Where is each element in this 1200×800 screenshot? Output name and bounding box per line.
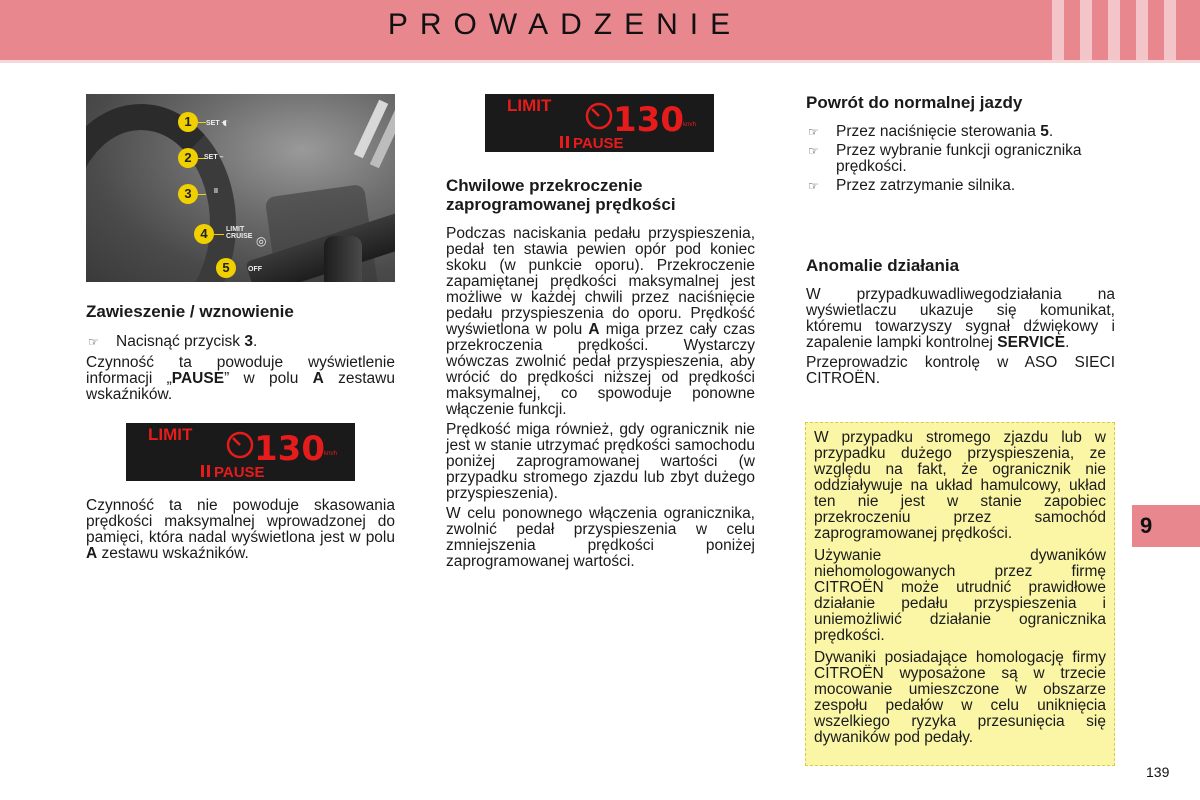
section-overspeed [446, 176, 755, 574]
speedometer-icon: ◎ [256, 234, 267, 248]
paragraph: W celu ponownego włączenia ogranicznika, zwolnić pedał przyspieszenia w celu zmniejszenia prędkości poniżej zaprogramowanej wartości. [446, 505, 755, 570]
paragraph-bold: A [588, 321, 600, 338]
section-normal-driving [806, 93, 1115, 197]
paragraph: Przeprowadzic kontrolę w ASO SIECI CITROËN. [806, 354, 1115, 387]
lcd-pause-bar [560, 136, 563, 148]
speed-limit-display [485, 94, 714, 152]
paragraph-text: Czynność ta powoduje wyświetlenie informacji „ [86, 354, 395, 387]
list-item-text: Nacisnąć przycisk [116, 333, 245, 350]
paragraph [86, 355, 395, 403]
list-item-text: Przez zatrzymanie silnika. [836, 177, 1016, 194]
pointer-hand-icon: ☞ [808, 125, 819, 139]
lcd-speedometer-needle [233, 438, 240, 445]
steering-controls-photo [86, 94, 395, 282]
off-label: OFF [248, 266, 262, 273]
list-item-text: Przez naciśnięcie sterowania [836, 123, 1041, 140]
header-stripe [1164, 0, 1176, 60]
list-item-text: Przez wybranie funkcji ogranicznika prędkości. [836, 142, 1082, 175]
lcd-pause-bar [566, 136, 569, 148]
list-item [806, 124, 1115, 140]
section-anomalies [806, 256, 1115, 391]
list-item [86, 334, 395, 350]
callout-line [198, 194, 206, 195]
paragraph [446, 226, 755, 418]
list-item-text: . [1048, 123, 1054, 140]
paragraph-text: W przypadkuwadliwegodziałania na wyświetlaczu ukazuje się komunikat, któremu towarzyszy sygnał dźwiękowy i zapalenie lampki kontrolnej [806, 286, 1115, 351]
note-paragraph: W przypadku stromego zjazdu lub w przypadku dużego przyspieszenia, ze względu na fakt, że ogranicznik nie oddziaływuje na układ hamulcowy, układ ten nie jest w stanie zapobiec przekroczeniu przez samochód zaprogramowanej prędkości. [814, 429, 1106, 542]
paragraph-text: zestawu wskaźników. [97, 545, 249, 562]
speed-limit-display-graphic [126, 423, 355, 481]
limit-cruise-label: LIMIT CRUISE [226, 226, 253, 240]
list-item [806, 143, 1115, 175]
page-number: 139 [1146, 764, 1170, 780]
callout-1: 1 [178, 112, 198, 132]
paragraph: Prędkość miga również, gdy ogranicznik nie jest w stanie utrzymać prędkości samochodu poniżej zaprogramowanej wartości (w przypadku stromego zjazdu lub zbyt dużego przyspieszenia). [446, 421, 755, 502]
paragraph-text: Czynność ta nie powoduje skasowania prędkości maksymalnej wprowadzonej do pamięci, która nadal wyświetlona jest w polu [86, 497, 395, 546]
chapter-tab: 9 [1132, 505, 1200, 547]
section-heading: Powrót do normalnej jazdy [806, 93, 1023, 112]
list-item-bold: 3 [244, 333, 253, 350]
header-band [0, 0, 1200, 60]
lcd-pause-bar [207, 465, 210, 477]
paragraph [86, 498, 395, 562]
lcd-pause-bar [201, 465, 204, 477]
section-heading: Zawieszenie / wznowienie [86, 302, 294, 321]
paragraph-text: ” w polu [224, 370, 313, 387]
paragraph-text: zestawu wskaźników. [86, 370, 395, 403]
page-title: PROWADZENIE [387, 8, 743, 41]
list-item-bold: 5 [1040, 123, 1049, 140]
lcd-unit: km/h [324, 451, 338, 457]
pointer-hand-icon: ☞ [88, 335, 99, 349]
header-stripe [1108, 0, 1120, 60]
paragraph-bold: A [86, 545, 98, 562]
lcd-speed-value: 130 [254, 429, 325, 469]
callout-3: 3 [178, 184, 198, 204]
lcd-speedometer-needle [592, 109, 599, 116]
callout-4: 4 [194, 224, 214, 244]
paragraph-text: miga przez cały czas przekroczenia prędkości. Wystarczy wówczas zwolnić pedał przyspieszenia, aby wrócić do prędkości niższej od prędkości maksymalnej, co spowoduje ponowne włączenie funkcji. [446, 321, 755, 418]
lcd-speed-value: 130 [613, 100, 684, 140]
contrast-icon: ◐ [222, 114, 231, 130]
lcd-unit: km/h [683, 122, 697, 128]
callout-2: 2 [178, 148, 198, 168]
control-knob [324, 236, 362, 282]
header-divider [0, 60, 1200, 63]
speed-limit-display-2 [126, 423, 355, 481]
paragraph-bold: SERVICE [997, 334, 1066, 351]
callout-line [214, 234, 224, 235]
header-stripe [1052, 0, 1064, 60]
paragraph [806, 287, 1115, 351]
warning-note [805, 422, 1115, 766]
lcd-pause-text: PAUSE [573, 135, 624, 152]
paragraph-text: . [1065, 334, 1070, 351]
section-heading: Anomalie działania [806, 256, 960, 275]
speed-limit-display-graphic [485, 94, 714, 152]
note-paragraph: Dywaniki posiadające homologację firmy CITROËN wyposażone są w trzecie mocowanie umieszczone w obszarze zespołu pedałów w celu uniknięcia wszelkiego ryzyka przesunięcia się dywaników pod pedały. [814, 649, 1106, 746]
pause-label: II [214, 188, 218, 195]
pointer-hand-icon: ☞ [808, 179, 819, 193]
pointer-hand-icon: ☞ [808, 144, 819, 158]
set-plus-label: SET + [206, 120, 226, 127]
lcd-limit-text: LIMIT [507, 96, 552, 115]
callout-line [198, 122, 206, 123]
callout-5: 5 [216, 258, 236, 278]
lcd-limit-text: LIMIT [148, 425, 193, 444]
header-stripe [1136, 0, 1148, 60]
lcd-pause-text: PAUSE [214, 464, 265, 481]
list-item [806, 178, 1115, 194]
paragraph-bold: PAUSE [171, 370, 225, 387]
header-stripe [1080, 0, 1092, 60]
note-paragraph: Używanie dywaników niehomologowanych przez firmę CITROËN może utrudnić prawidłowe działanie pedału przyspieszenia i uniemożliwić działanie ogranicznika prędkości. [814, 547, 1106, 644]
paragraph-bold: A [312, 370, 324, 387]
paragraph-text: Podczas naciskania pedału przyspieszenia, pedał ten stawia pewien opór pod koniec skoku (w punkcie oporu). Przekroczenie zapamiętanej prędkości maksymalnej jest możliwe w każdej chwili przez naciśnięcie pedału przyspieszenia do oporu. Prędkość wyświetlona w polu [446, 225, 755, 338]
set-minus-label: SET – [204, 154, 224, 161]
section-suspension-cont [86, 498, 395, 566]
section-heading: Chwilowe przekroczenie zaprogramowanej prędkości [446, 176, 676, 214]
section-suspension [86, 302, 395, 407]
list-item-text: . [252, 333, 258, 350]
